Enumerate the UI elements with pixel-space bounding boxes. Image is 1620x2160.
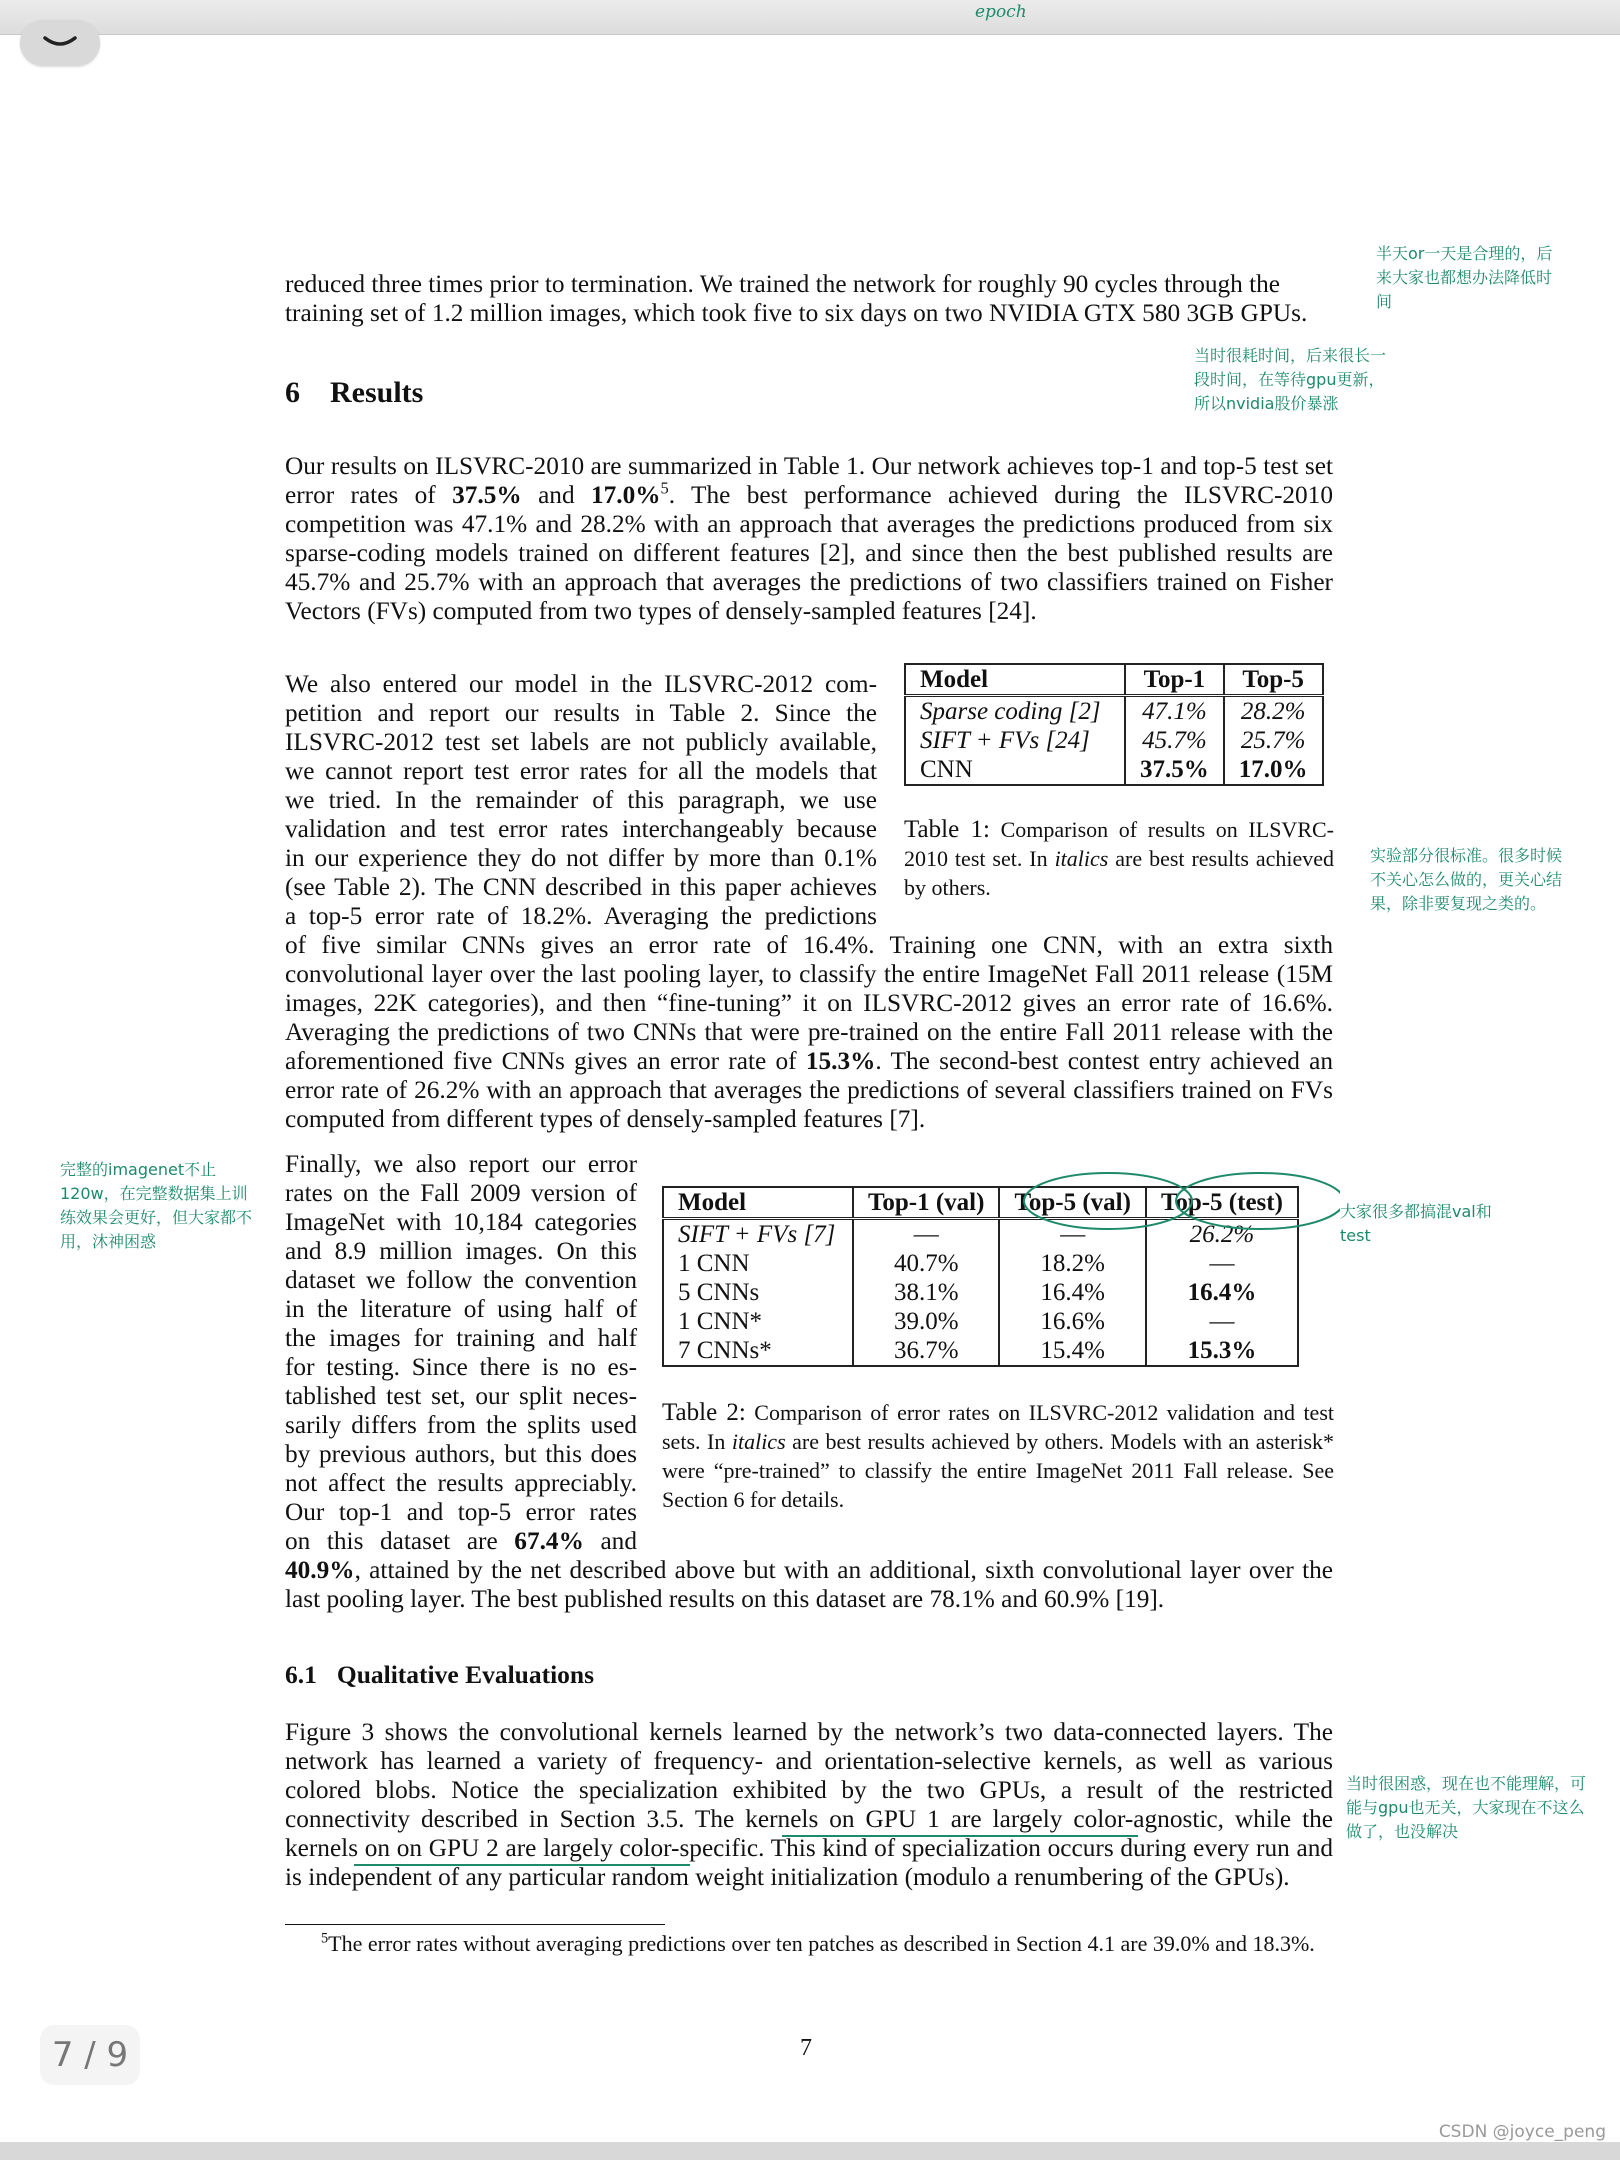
subsection-heading (285, 1660, 594, 1690)
handwritten-note-gpu-specialization: 当时很困惑，现在也不能理解，可能与gpu也无关，大家现在不这么做了，也没解决 (1346, 1774, 1587, 1841)
handwritten-note-val-test: 大家很多都搞混val和test (1340, 1202, 1492, 1245)
table-1 (904, 663, 1324, 786)
results-paragraph-3-wrapped: Finally, we also report our error rates on the Fall 2009 version of ImageNet with 10,184 categories and 8.9 million images. On this dataset we follow the convention in the literature of using half of the images for training and half for testing. Since there is no es- tablished test set, our split neces- sarily differs from the splits used by previous authors, but this does not affect the results appreciably. Our top-1 and top-5 error rates on this dataset are 67.4% and (285, 1150, 637, 1555)
collapse-toolbar-button[interactable] (20, 20, 100, 66)
table-row: 1 CNN* 39.0% 16.6% — (663, 1307, 1298, 1336)
viewer-bottom-bar (0, 2142, 1620, 2160)
viewer-top-bar (0, 0, 1620, 35)
table-row: SIFT + FVs [7] — — 26.2% (663, 1219, 1298, 1250)
section-heading (285, 376, 423, 410)
table-row: 7 CNNs* 36.7% 15.4% 15.3% (663, 1336, 1298, 1366)
table-row: SIFT + FVs [24] 45.7% 25.7% (905, 726, 1323, 755)
handwritten-note-training-time: 半天or一天是合理的，后来大家也都想办法降低时间 (1376, 244, 1553, 311)
table-row: Sparse coding [2] 47.1% 28.2% (905, 696, 1323, 727)
intro-line-2: training set of 1.2 million images, which took five to six days on two NVIDIA GTX 580 3GB GPUs. (285, 299, 1308, 327)
handwritten-circles-annotation (1020, 1168, 1340, 1238)
qualitative-paragraph: Figure 3 shows the convolutional kernels learned by the network’s two data-connected layers. The network has learned a variety of frequency- and orientation-selective kernels, as well as various colored blobs. Notice the specialization exhibited by the two GPUs, a result of the restricted connectivity described in Section 3.5. The kernels on GPU 1 are largely color-agnostic, while the kernels on on GPU 2 are largely color-specific. This kind of specialization occurs during every run and is independent of any particular random weight initialization (modulo a renumbering of the GPUs). (285, 1718, 1333, 1891)
watermark: CSDN @joyce_peng (1438, 2122, 1606, 2142)
table-header: Model Top-1 Top-5 (905, 664, 1323, 696)
handwritten-note-imagenet: 完整的imagenet不止120w，在完整数据集上训练效果会更好，但大家都不用，沐神困惑 (60, 1160, 253, 1251)
page-indicator[interactable]: 7 / 9 (40, 2025, 140, 2085)
top5-error-value: 17.0% (590, 481, 661, 509)
results-paragraph-1: Our results on ILSVRC-2010 are summarized in Table 1. Our network achieves top-1 and top-5 test set error rates of 37.5% and 17.0%$^5$. The best performance achieved during the ILSVRC-2010 competition was 47.1% and 28.2% with an approach that averages the predictions produced from six sparse-coding models trained on different features [2], and since then the best published results are 45.7% and 25.7% with an approach that averages the predictions of two classifiers trained on Fisher Vectors (FVs) computed from two types of densely-sampled features [24]. (285, 452, 1333, 625)
intro-line-1: reduced three times prior to termination. We trained the network for roughly 90 cycles through the (285, 270, 1281, 298)
section-number: 6 (285, 376, 300, 409)
footnote: $^5$The error rates without averaging predictions over ten patches as described in Section 4.1 are 39.0% and 18.3%. (321, 1930, 1315, 1956)
table-row: CNN 37.5% 17.0% (905, 755, 1323, 785)
handwritten-note-experiments: 实验部分很标准。很多时候不关心怎么做的，更关心结果，除非要复现之类的。 (1370, 846, 1563, 913)
top1-error-value: 37.5% (452, 481, 522, 509)
section-title: Results (330, 376, 424, 409)
page-number: 7 (800, 2035, 812, 2061)
results-paragraph-2-rest: of five similar CNNs gives an error rate of 16.4%. Training one CNN, with an extra sixth convolutional layer over the last pooling layer, to classify the entire ImageNet Fall 2011 release (15M images, 22K categories), and then “fine-tuning” it on ILSVRC-2012 gives an error rate of 16.6%. Averaging the predictions of two CNNs that were pre-trained on the entire Fall 2011 release with the aforementioned five CNNs gives an error rate of 15.3%. The second-best contest entry achieved an error rate of 26.2% with an approach that averages the predictions of several classifiers trained on FVs computed from different types of densely-sampled features [7]. (285, 931, 1333, 1133)
table-row: 1 CNN 40.7% 18.2% — (663, 1249, 1298, 1278)
footnote-ref: 5 (660, 478, 669, 498)
subsection-title: Qualitative Evaluations (336, 1660, 595, 1689)
table-1-caption: Table 1: Comparison of results on ILSVRC-2010 test set. In italics are best results achieved by others. (904, 816, 1334, 900)
table-row: 5 CNNs 38.1% 16.4% 16.4% (663, 1278, 1298, 1307)
subsection-number: 6.1 (285, 1660, 317, 1689)
handwritten-underline (352, 1861, 692, 1869)
handwritten-underline (780, 1832, 1140, 1840)
chevron-down-icon (42, 34, 78, 52)
handwritten-note-gpu: 当时很耗时间，后来很长一段时间，在等待gpu更新，所以nvidia股价暴涨 (1194, 346, 1387, 413)
results-paragraph-3-rest: 40.9%, attained by the net described above but with an additional, sixth convolutional layer over the last pooling layer. The best published results on this dataset are 78.1% and 60.9% [19]. (285, 1556, 1333, 1613)
results-paragraph-2-wrapped: We also entered our model in the ILSVRC-2012 com- petition and report our results in Table 2. Since the ILSVRC-2012 test set labels are not publicly available, we cannot report test error rates for all the models that we tried. In the remainder of this paragraph, we use validation and test error rates interchangeably because in our experience they do not differ by more than 0.1% (see Table 2). The CNN described in this paper achieves a top-5 error rate of 18.2%. Averaging the predictions (285, 670, 877, 930)
table-header: Model Top-1 (val) Top-5 (val) Top-5 (test) (663, 1187, 1298, 1219)
table-2-caption: Table 2: Comparison of error rates on ILSVRC-2012 validation and test sets. In italics are best results achieved by others. Models with an asterisk* were “pre-trained” to classify the entire ImageNet 2011 Fall release. See Section 6 for details. (662, 1399, 1335, 1512)
handwritten-note-epoch: epoch (975, 2, 1027, 22)
footnote-rule (285, 1924, 665, 1925)
